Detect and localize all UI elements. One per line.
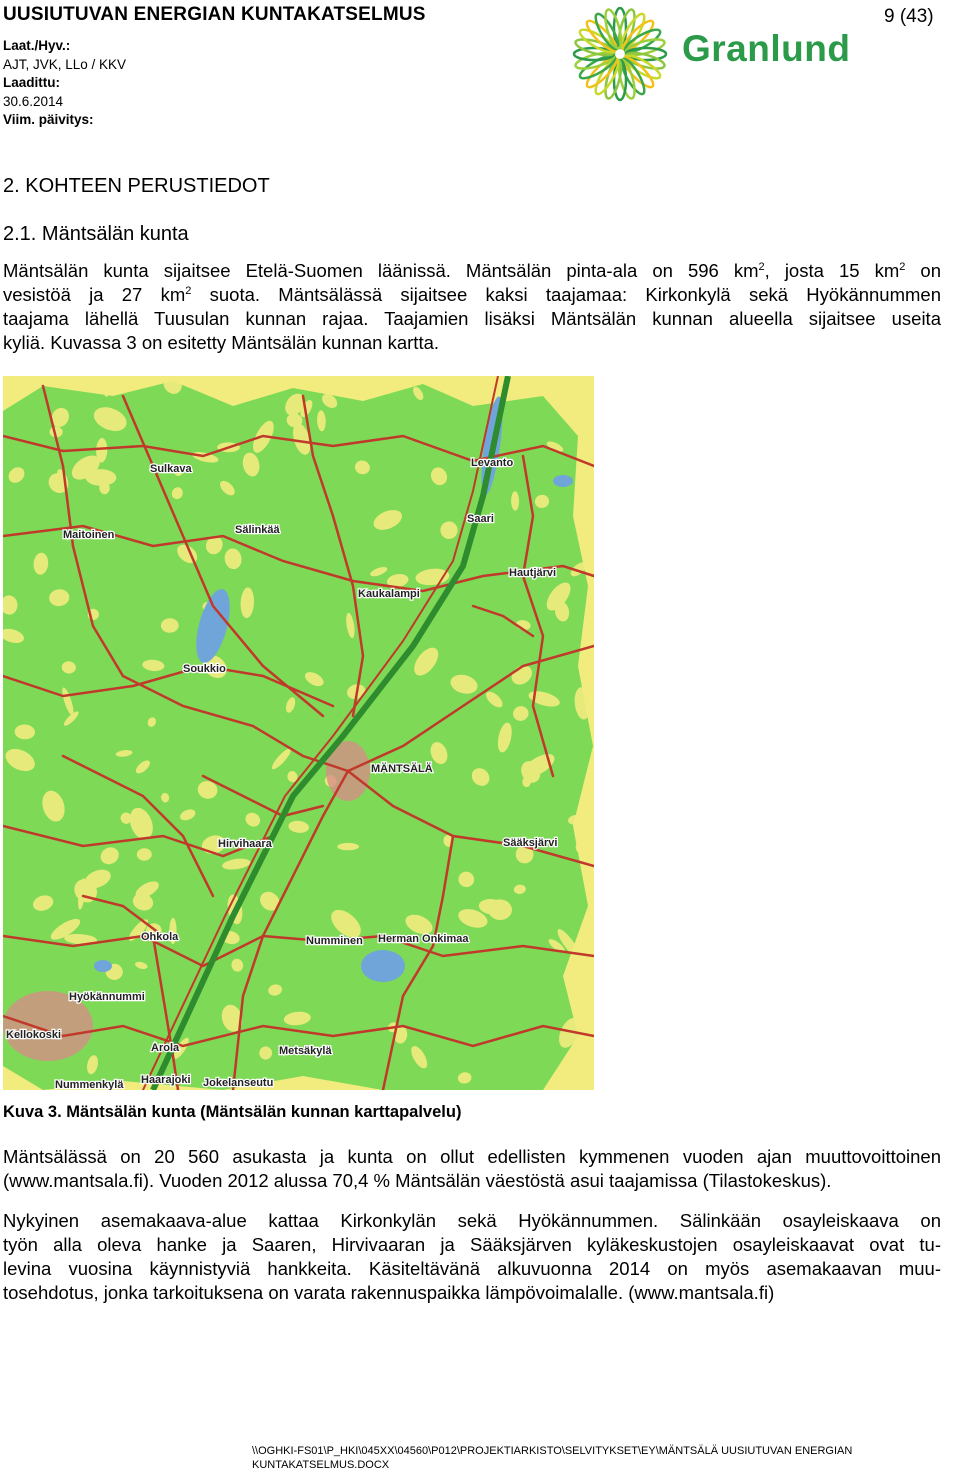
map-place-label: MÄNTSÄLÄ xyxy=(371,763,433,775)
map-place-label: Herman Onkimaa xyxy=(378,933,469,945)
prepared-date: 30.6.2014 xyxy=(3,93,64,109)
map-place-label: Hyökännummi xyxy=(69,991,145,1003)
population-line-1: Mäntsälässä on 20 560 asukasta ja kunta on ollut edellisten kymmenen vuoden ajan muuttovoittoinen xyxy=(3,1146,941,1167)
map-place-label: Soukkio xyxy=(183,663,226,675)
map-place-label: Sälinkää xyxy=(235,524,280,536)
intro-line-2: vesistöä ja 27 $km^2$ suota. Mäntsälässä sijaitsee kaksi taajamaa: Kirkonkylä sekä Hyökännummen xyxy=(3,284,941,305)
authors: AJT, JVK, LLo / KKV xyxy=(3,56,127,72)
map-place-label: Ohkola xyxy=(141,931,179,943)
map-canvas xyxy=(3,376,594,1090)
subsection-heading: 2.1. Mäntsälän kunta xyxy=(3,223,189,245)
zoning-line-3: levina vuosina käynnistyviä hankkeita. Käsiteltävänä alkuvuonna 2014 on myös asemakaavan muu- xyxy=(3,1258,941,1279)
intro-line-4: kyliä. Kuvassa 3 on esitetty Mäntsälän kunnan kartta. xyxy=(3,332,440,353)
prepared-label: Laadittu: xyxy=(3,75,60,90)
intro-line-3: taajama lähellä Tuusulan kunnan rajaa. Taajamien lisäksi Mäntsälän kunnan alueella sijaitsee useita xyxy=(3,308,941,329)
map-place-label: Levanto xyxy=(471,457,514,469)
section-heading: 2. KOHTEEN PERUSTIEDOT xyxy=(3,175,270,197)
updated-label: Viim. päivitys: xyxy=(3,112,94,127)
map-place-label: Kaukalampi xyxy=(358,588,420,600)
map-place-label: Kellokoski xyxy=(6,1029,62,1041)
map-place-label: Arola xyxy=(151,1042,180,1054)
zoning-line-1: Nykyinen asemakaava-alue kattaa Kirkonkylän sekä Hyökännummen. Sälinkään osayleiskaava on xyxy=(3,1210,941,1231)
municipality-map xyxy=(3,376,594,1090)
intro-paragraph xyxy=(3,259,941,355)
map-place-label: Nummenkylä xyxy=(55,1079,124,1090)
map-place-label: Jokelanseutu xyxy=(203,1077,274,1089)
zoning-line-2: työn alla oleva hanke ja Saaren, Hirvivaaran ja Sääksjärven kyläkeskustojen osayleiskaavat ovat tu- xyxy=(3,1234,941,1255)
approved-label: Laat./Hyv.: xyxy=(3,38,71,53)
map-place-label: Numminen xyxy=(306,935,363,947)
file-path-footer xyxy=(252,1444,852,1472)
intro-line-1: Mäntsälän kunta sijaitsee Etelä-Suomen läänissä. Mäntsälän pinta-ala on 596 $km^2$, josta 15 $km^2$ on xyxy=(3,260,941,281)
footer-path: \\OGHKI-FS01\P_HKI\045XX\04560\P012\PROJEKTIARKISTO\SELVITYKSET\EY\MÄNTSÄLÄ UUSIUTUVAN ENERGIAN xyxy=(252,1445,853,1457)
population-line-2: (www.mantsala.fi). Vuoden 2012 alussa 70,4 % Mäntsälän väestöstä asui taajamissa (Tilastokeskus). xyxy=(3,1170,832,1191)
field-patch xyxy=(337,843,359,850)
map-place-label: Hautjärvi xyxy=(509,567,557,579)
map-place-label: Sääksjärvi xyxy=(503,837,558,849)
map-place-label: Metsäkylä xyxy=(279,1045,332,1057)
population-paragraph xyxy=(3,1145,941,1193)
document-title: UUSIUTUVAN ENERGIAN KUNTAKATSELMUS xyxy=(3,4,426,25)
map-place-label: Sulkava xyxy=(150,463,192,475)
document-meta xyxy=(3,37,126,130)
map-place-label: Saari xyxy=(467,513,494,525)
zoning-line-4: tosehdotus, jonka tarkoituksena on varata rakennuspaikka lämpövoimalalle. (www.mantsala.fi) xyxy=(3,1282,775,1303)
figure-caption: Kuva 3. Mäntsälän kunta (Mäntsälän kunnan karttapalvelu) xyxy=(3,1103,462,1121)
map-place-label: Haarajoki xyxy=(141,1074,191,1086)
logo-wordmark: Granlund xyxy=(682,28,851,69)
footer-file: KUNTAKATSELMUS.DOCX xyxy=(252,1459,390,1471)
map-place-label: Hirvihaara xyxy=(218,838,272,850)
map-place-label: Maitoinen xyxy=(63,529,115,541)
granlund-emblem-icon xyxy=(565,4,675,104)
page-number: 9 (43) xyxy=(884,6,934,27)
zoning-paragraph xyxy=(3,1209,941,1305)
